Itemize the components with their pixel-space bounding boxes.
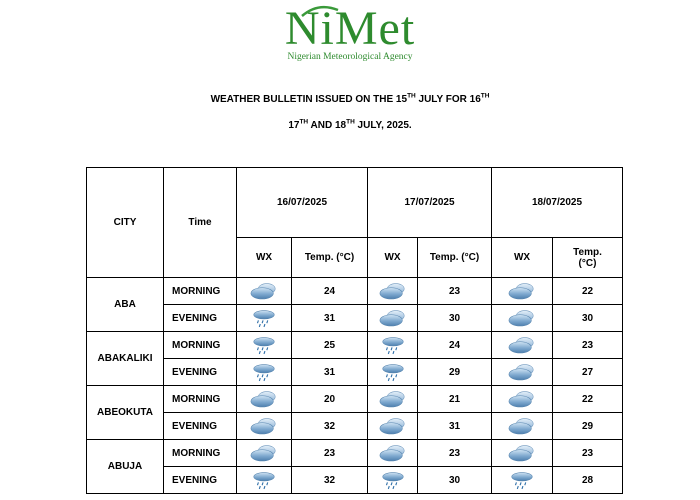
temperature-value: 22: [553, 386, 623, 413]
temperature-value: 22: [553, 278, 623, 305]
weather-cell: [237, 359, 292, 386]
wx-header: WX: [492, 238, 553, 278]
weather-cell: [492, 386, 553, 413]
weather-cell: [237, 440, 292, 467]
cloudy-icon: [379, 417, 407, 436]
time-of-day: EVENING: [164, 305, 237, 332]
cloudy-icon: [508, 282, 536, 301]
weather-cell: [492, 413, 553, 440]
cloudy-icon: [250, 390, 278, 409]
temperature-value: 27: [553, 359, 623, 386]
title-sup: TH: [480, 92, 490, 100]
time-of-day: MORNING: [164, 332, 237, 359]
weather-cell: [368, 386, 418, 413]
time-of-day: EVENING: [164, 413, 237, 440]
city-header: CITY: [87, 168, 164, 278]
temperature-value: 28: [553, 467, 623, 494]
cloudy-icon: [508, 417, 536, 436]
city-name: ABA: [87, 278, 164, 332]
temperature-value: 32: [292, 413, 368, 440]
city-name: ABEOKUTA: [87, 386, 164, 440]
logo-subtitle: Nigerian Meteorological Agency: [287, 52, 413, 62]
rain-icon: [379, 471, 407, 490]
weather-cell: [237, 305, 292, 332]
date-header: 16/07/2025: [237, 168, 368, 238]
time-of-day: MORNING: [164, 278, 237, 305]
cloudy-icon: [508, 336, 536, 355]
date-header: 18/07/2025: [492, 168, 623, 238]
temperature-value: 20: [292, 386, 368, 413]
rain-icon: [250, 309, 278, 328]
logo-swoosh-icon: [300, 4, 340, 20]
weather-cell: [237, 332, 292, 359]
rain-icon: [379, 363, 407, 382]
weather-cell: [368, 440, 418, 467]
rain-icon: [250, 471, 278, 490]
title-text: AND 18: [308, 120, 347, 131]
rain-icon: [250, 336, 278, 355]
temperature-value: 29: [553, 413, 623, 440]
title-sup: TH: [407, 92, 416, 100]
temp-header: [553, 238, 623, 278]
weather-cell: [492, 305, 553, 332]
temperature-value: 29: [418, 359, 492, 386]
rain-icon: [508, 471, 536, 490]
cloudy-icon: [508, 309, 536, 328]
cloudy-icon: [379, 390, 407, 409]
table-row: [87, 386, 623, 413]
title-sup: TH: [346, 118, 355, 126]
time-of-day: MORNING: [164, 386, 237, 413]
city-name: ABAKALIKI: [87, 332, 164, 386]
temp-header-b: (°C): [578, 257, 597, 269]
cloudy-icon: [379, 282, 407, 301]
title-text: 17: [288, 120, 300, 131]
weather-cell: [492, 332, 553, 359]
time-of-day: EVENING: [164, 467, 237, 494]
date-header: 17/07/2025: [368, 168, 492, 238]
weather-cell: [492, 440, 553, 467]
weather-cell: [237, 413, 292, 440]
temp-header: Temp. (°C): [292, 238, 368, 278]
logo-met: Met: [334, 2, 416, 55]
cloudy-icon: [250, 417, 278, 436]
temperature-value: 23: [553, 440, 623, 467]
wx-header: WX: [368, 238, 418, 278]
cloudy-icon: [508, 444, 536, 463]
forecast-table: [86, 167, 623, 494]
nimet-logo: [0, 2, 700, 55]
table-row: [87, 440, 623, 467]
table-row: [87, 332, 623, 359]
cloudy-icon: [508, 363, 536, 382]
weather-cell: [368, 467, 418, 494]
weather-cell: [492, 359, 553, 386]
time-of-day: EVENING: [164, 359, 237, 386]
weather-cell: [368, 332, 418, 359]
bulletin-title-line2: [0, 120, 700, 131]
bulletin-title-line1: [0, 94, 700, 105]
table-row: [87, 305, 623, 332]
temperature-value: 24: [292, 278, 368, 305]
temperature-value: 32: [292, 467, 368, 494]
temperature-value: 23: [418, 278, 492, 305]
temperature-value: 23: [292, 440, 368, 467]
table-row: [87, 413, 623, 440]
temperature-value: 21: [418, 386, 492, 413]
weather-cell: [237, 386, 292, 413]
table-row: [87, 467, 623, 494]
temp-header-a: Temp.: [573, 246, 602, 258]
title-text: JULY, 2025.: [354, 120, 412, 131]
temperature-value: 30: [418, 305, 492, 332]
temperature-value: 23: [553, 332, 623, 359]
cloudy-icon: [379, 444, 407, 463]
time-header: Time: [164, 168, 237, 278]
cloudy-icon: [508, 390, 536, 409]
weather-cell: [237, 278, 292, 305]
temperature-value: 31: [418, 413, 492, 440]
table-row: [87, 359, 623, 386]
table-row: [87, 278, 623, 305]
temperature-value: 30: [418, 467, 492, 494]
wx-header: WX: [237, 238, 292, 278]
temperature-value: 25: [292, 332, 368, 359]
temp-header: Temp. (°C): [418, 238, 492, 278]
forecast-body: [87, 278, 623, 494]
weather-cell: [368, 305, 418, 332]
weather-cell: [237, 467, 292, 494]
weather-cell: [368, 278, 418, 305]
rain-icon: [379, 336, 407, 355]
temperature-value: 30: [553, 305, 623, 332]
temperature-value: 23: [418, 440, 492, 467]
temperature-value: 31: [292, 305, 368, 332]
logo-ni: Ni: [284, 2, 335, 55]
cloudy-icon: [250, 444, 278, 463]
rain-icon: [250, 363, 278, 382]
temperature-value: 24: [418, 332, 492, 359]
weather-cell: [368, 359, 418, 386]
title-text: WEATHER BULLETIN ISSUED ON THE 15: [210, 94, 408, 105]
weather-cell: [492, 278, 553, 305]
weather-cell: [492, 467, 553, 494]
city-name: ABUJA: [87, 440, 164, 494]
temperature-value: 31: [292, 359, 368, 386]
weather-cell: [368, 413, 418, 440]
cloudy-icon: [250, 282, 278, 301]
title-text: JULY FOR 16: [415, 94, 481, 105]
title-sup: TH: [299, 118, 309, 126]
time-of-day: MORNING: [164, 440, 237, 467]
cloudy-icon: [379, 309, 407, 328]
